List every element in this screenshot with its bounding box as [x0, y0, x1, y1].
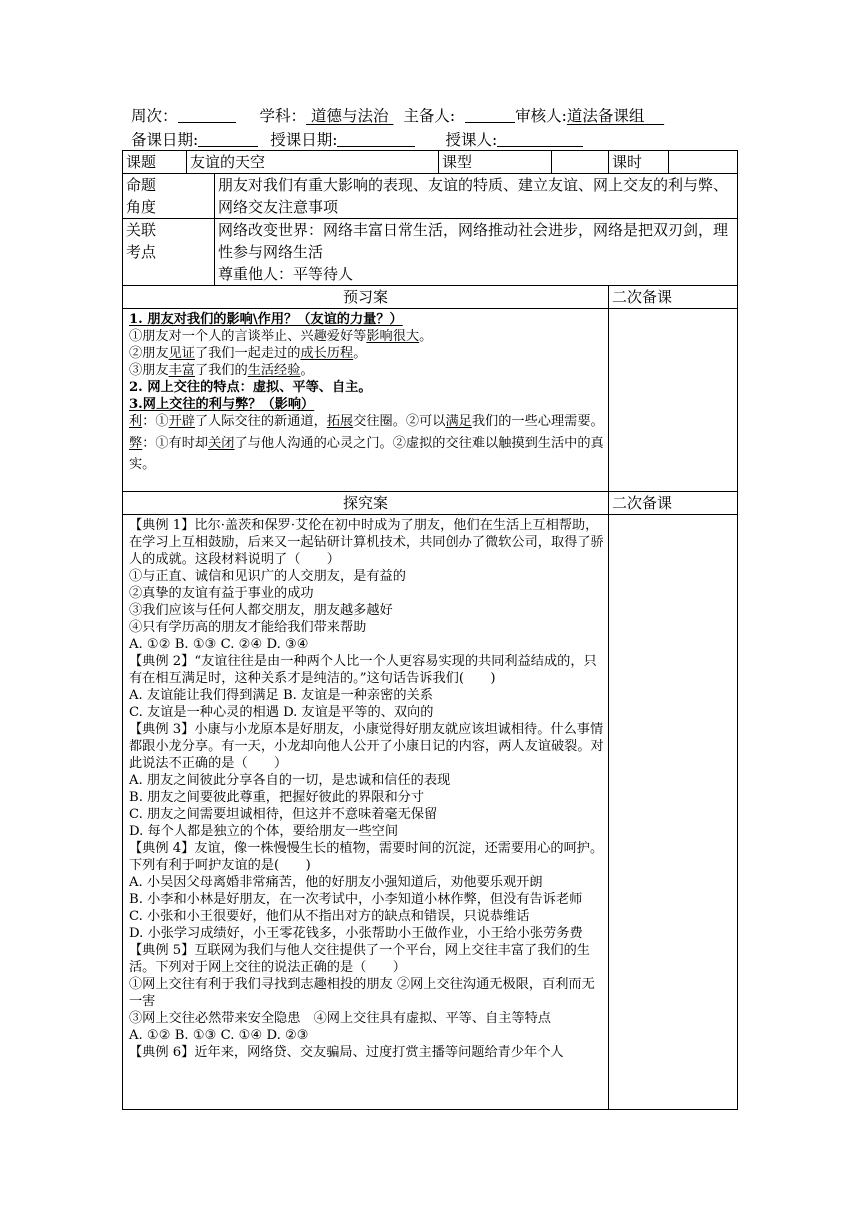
preview-q1: 1. 朋友对我们的影响\作用？（友谊的力量？）: [129, 312, 403, 327]
explore-line: A. 朋友之间彼此分享各自的一切，是忠诚和信任的表现: [129, 773, 451, 788]
period-value: [669, 151, 738, 174]
reviewer-label: 审核人:: [515, 107, 567, 125]
preview-header-row: [123, 286, 738, 309]
explore-line: 【典例 1】比尔·盖茨和保罗·艾伦在初中时成为了朋友，他们在生活上互相帮助，在学习上互相鼓励，后来又一起钻研计算机技术，共同创办了微软公司，取得了骄人的成就。这段材料说明了（ ）: [129, 518, 604, 567]
points-value: 网络改变世界：网络丰富日常生活，网络推动社会进步，网络是把双刃剑，理性参与网络生活 尊重他人：平等待人: [215, 219, 738, 286]
type-label: 课型: [439, 151, 552, 174]
explore-line: C. 朋友之间需要坦诚相待，但这并不意味着毫无保留: [129, 807, 438, 822]
week-blank: [178, 108, 236, 123]
preview-q1-a1: ①朋友对一个人的言谈举止、兴趣爱好等影响很大。: [129, 329, 433, 344]
topic-label: 课题: [123, 151, 187, 174]
explore-line: 【典例 3】小康与小龙原本是好朋友，小康觉得好朋友就应该坦诚相待。什么事情都跟小龙分享。有一天，小龙却向他人公开了小康日记的内容，两人友谊破裂。对此说法不正确的是（ ）: [129, 722, 604, 771]
explore-title: 探究案: [123, 492, 609, 515]
header-line-2: [131, 128, 583, 150]
teacher-label: 授课人:: [445, 131, 498, 149]
subject-label: 学科：: [259, 107, 307, 125]
explore-line: A. 小吴因父母离婚非常痛苦，他的好朋友小强知道后，劝他要乐观开朗: [129, 875, 543, 890]
topic-value: 友谊的天空: [187, 151, 439, 174]
explore-body-row: [123, 515, 738, 1110]
reviewer-value: 道法备课组: [566, 107, 645, 125]
points-label: 关联 考点: [123, 219, 215, 286]
explore-line: 【典例 5】互联网为我们与他人交往提供了一个平台，网上交往丰富了我们的生活。下列对于网上交往的说法正确的是（ ）: [129, 943, 590, 975]
preview-side-title: 二次备课: [609, 286, 738, 309]
preview-body: [123, 309, 609, 492]
explore-line: A. 友谊能让我们得到满足 B. 友谊是一种亲密的关系: [129, 688, 433, 703]
preparer-label: 主备人:: [403, 107, 456, 125]
lesson-table: [122, 150, 738, 1110]
preview-q2: 2. 网上交往的特点：虚拟、平等、自主。: [129, 380, 372, 395]
explore-line: ①与正直、诚信和见识广的人交朋友，是有益的: [129, 569, 406, 584]
teach-date-label: 授课日期:: [270, 131, 338, 149]
angle-row: [123, 174, 738, 219]
explore-line: A. ①② B. ①③ C. ②④ D. ③④: [129, 637, 309, 652]
explore-line: 【典例 2】“友谊往往是由一种两个人比一个人更容易实现的共同利益结成的，只有在相互满足时，这种关系才是纯洁的。”这句话告诉我们( ): [129, 654, 597, 686]
topic-row: [123, 151, 738, 174]
subject-value: 道德与法治: [310, 107, 389, 125]
explore-line: ④只有学历高的朋友才能给我们带来帮助: [129, 620, 367, 635]
preview-q3: 3.网上交往的利与弊？（影响）: [129, 397, 315, 412]
explore-line: D. 每个人都是独立的个体，要给朋友一些空间: [129, 824, 399, 839]
header-line-1: [131, 104, 664, 126]
explore-line: ②真挚的友谊有益于事业的成功: [129, 586, 314, 601]
explore-line: C. 友谊是一种心灵的相遇 D. 友谊是平等的、双向的: [129, 705, 434, 720]
explore-line: C. 小张和小王很要好，他们从不指出对方的缺点和错误，只说恭维话: [129, 909, 530, 924]
explore-line: ③网上交往必然带来安全隐患 ④网上交往具有虚拟、平等、自主等特点: [129, 1011, 551, 1026]
explore-line: ③我们应该与任何人都交朋友，朋友越多越好: [129, 603, 393, 618]
explore-lines: [129, 517, 604, 1061]
preview-cons: 弊：①有时却关闭了与他人沟通的心灵之门。②虚拟的交往难以触摸到生活中的真实。: [129, 436, 604, 472]
explore-body: [123, 515, 609, 1110]
explore-line: 【典例 4】友谊，像一株慢慢生长的植物，需要时间的沉淀，还需要用心的呵护。下列有利于呵护友谊的是( ): [129, 841, 604, 873]
preview-q1-a2: ②朋友见证了我们一起走过的成长历程。: [129, 346, 367, 361]
explore-line: 【典例 6】近年来，网络贷、交友骗局、过度打赏主播等问题给青少年个人: [129, 1045, 564, 1060]
points-row: [123, 219, 738, 286]
explore-line: B. 小李和小林是好朋友，在一次考试中，小李知道小林作弊，但没有告诉老师: [129, 892, 583, 907]
preview-q1-a3: ③朋友丰富了我们的生活经验。: [129, 363, 314, 378]
teach-date-blank: [337, 132, 415, 147]
prep-date-label: 备课日期:: [131, 131, 199, 149]
explore-header-row: [123, 492, 738, 515]
explore-side-notes: [609, 515, 738, 1110]
angle-value: 朋友对我们有重大影响的表现、友谊的特质、建立友谊、网上交友的利与弊、网络交友注意事项: [215, 174, 738, 219]
explore-side-title: 二次备课: [609, 492, 738, 515]
period-label: 课时: [609, 151, 669, 174]
preview-side-notes: [609, 309, 738, 492]
preview-pros: 利：①开辟了人际交往的新通道，拓展交往圈。②可以满足我们的一些心理需要。: [129, 414, 604, 429]
type-value: [552, 151, 609, 174]
teacher-blank: [497, 132, 583, 147]
explore-line: B. 朋友之间要彼此尊重，把握好彼此的界限和分寸: [129, 790, 425, 805]
preview-body-row: [123, 309, 738, 492]
explore-line: D. 小张学习成绩好，小王零花钱多，小张帮助小王做作业，小王给小张劳务费: [129, 926, 583, 941]
explore-line: ①网上交往有利于我们寻找到志趣相投的朋友 ②网上交往沟通无极限，百利而无一害: [129, 977, 595, 1009]
explore-line: A. ①② B. ①③ C. ①④ D. ②③: [129, 1028, 309, 1043]
week-label: 周次：: [131, 107, 178, 125]
angle-label: 命题 角度: [123, 174, 215, 219]
prep-date-blank: [198, 132, 258, 147]
preparer-blank: [465, 108, 515, 123]
preview-title: 预习案: [123, 286, 609, 309]
